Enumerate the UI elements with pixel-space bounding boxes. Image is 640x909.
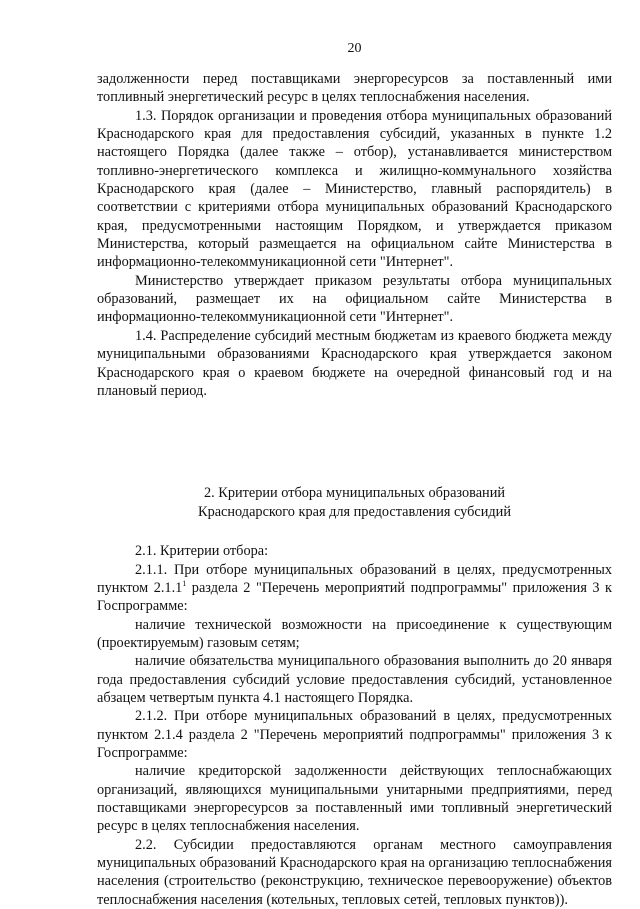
paragraph-ministry-approval: Министерство утверждает приказом результаты отбора муниципальных образований, размещает их на официальном сайте Министерства в информационно-телекоммуникационной сети "Интернет". [97, 272, 612, 326]
section-2-heading-line1: 2. Критерии отбора муниципальных образований [204, 485, 505, 502]
paragraph-2-2: 2.2. Субсидии предоставляются органам местного самоуправления муниципальных образований Краснодарского края на организацию теплоснабжения населения (строительство (реконструкцию, техническое перевооружение) объектов теплоснабжения населения (котельных, тепловых сетей, тепловых пунктов)). [97, 836, 612, 908]
footnote-superscript: 1 [182, 579, 187, 589]
paragraph-1-4: 1.4. Распределение субсидий местным бюджетам из краевого бюджета между муниципальными образованиями Краснодарского края утверждается законом Краснодарского края о краевом бюджете на очередной финансовый год и на плановый период. [97, 327, 612, 399]
section-2-heading [97, 484, 612, 522]
paragraph-2-1-1 [97, 561, 612, 616]
section-2-heading-line2: Краснодарского края для предоставления субсидий [198, 504, 511, 521]
paragraph-gas-connection: наличие технической возможности на присоединение к существующим (проектируемым) газовым сетям; [97, 616, 612, 651]
paragraph-2-1-1-text-after: раздела 2 "Перечень мероприятий подпрограммы" приложения 3 к Госпрограмме: [97, 579, 613, 615]
intro-continuation-paragraph: задолженности перед поставщиками энергоресурсов за поставленный ими топливный энергетический ресурс в целях теплоснабжения населения. [97, 71, 612, 106]
paragraph-2-1: 2.1. Критерии отбора: [135, 543, 269, 560]
paragraph-2-1-1-text-before: 2.1.1. При отборе муниципальных образований в целях, предусмотренных пунктом 2.1.1 [97, 561, 612, 596]
paragraph-creditor-debt: наличие кредиторской задолженности действующих теплоснабжающих организаций, являющихся муниципальными унитарными предприятиями, перед поставщиками энергоресурсов за поставленный ими топливный энергетический ресурс в целях теплоснабжения населения. [97, 763, 612, 835]
paragraph-obligation: наличие обязательства муниципального образования выполнить до 20 января года предоставления субсидий условие предоставления субсидий, установленное абзацем четвертым пункта 4.1 настоящего Порядка. [97, 653, 612, 706]
paragraph-2-1-2: 2.1.2. При отборе муниципальных образований в целях, предусмотренных пунктом 2.1.4 раздела 2 "Перечень мероприятий подпрограммы" приложения 3 к Госпрограмме: [97, 708, 612, 761]
paragraph-1-3: 1.3. Порядок организации и проведения отбора муниципальных образований Краснодарского края для предоставления субсидий, указанных в пункте 1.2 настоящего Порядка (далее также – отбор), устанавливается министерством топливно-энергетического комплекса и жилищно-коммунального хозяйства Краснодарского края (далее – Министерство, главный распорядитель) в соответствии с критериями отбора муниципальных образований Краснодарского края, предусмотренными настоящим Порядком, и утверждается приказом Министерства, который размещается на официальном сайте Министерства в информационно-телекоммуникационной сети "Интернет". [97, 107, 612, 271]
page-number: 20 [347, 41, 362, 56]
